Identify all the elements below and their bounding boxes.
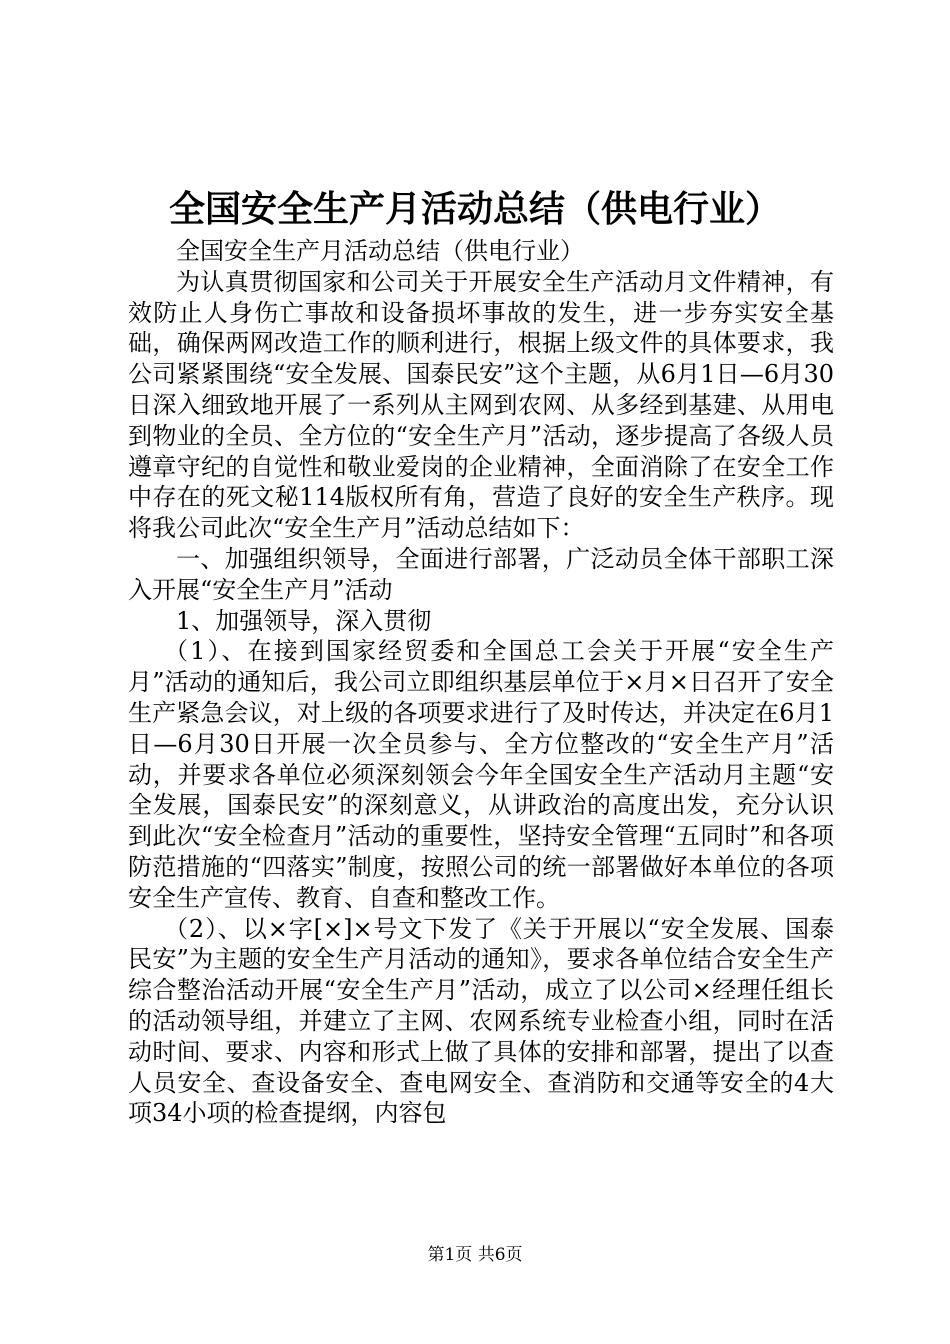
section-heading: 一、加强组织领导，全面进行部署，广泛动员全体干部职工深入开展“安全生产月”活动: [128, 544, 834, 604]
document-body: [128, 236, 834, 1129]
item-paragraph-2: （2）、以×字[×]×号文下发了《关于开展以“安全发展、国泰民安”为主题的安全生产月活动的通知》，要求各单位结合安全生产综合整治活动开展“安全生产月”活动，成立了以公司×经理任组长的活动领导组，并建立了主网、农网系统专业检查小组，同时在活动时间、要求、内容和形式上做了具体的安排和部署，提出了以查人员安全、查设备安全、查电网安全、查消防和交通等安全的4大项34小项的检查提纲，内容包: [128, 914, 834, 1128]
intro-paragraph: 为认真贯彻国家和公司关于开展安全生产活动月文件精神，有效防止人身伤亡事故和设备损坏事故的发生，进一步夯实安全基础，确保两网改造工作的顺利进行，根据上级文件的具体要求，我公司紧紧围绕“安全发展、国泰民安”这个主题，从6月1日—6月30日深入细致地开展了一系列从主网到农网、从多经到基建、从用电到物业的全员、全方位的“安全生产月”活动，逐步提高了各级人员遵章守纪的自觉性和敬业爱岗的企业精神，全面消除了在安全工作中存在的死文秘114版权所有角，营造了良好的安全生产秩序。现将我公司此次“安全生产月”活动总结如下：: [128, 267, 834, 543]
subsection-heading: 1、加强领导，深入贯彻: [176, 606, 432, 635]
page-footer: 第1页 共6页: [427, 1245, 523, 1265]
item-paragraph-1: （1）、在接到国家经贸委和全国总工会关于开展“安全生产月”活动的通知后，我公司立即组织基层单位于×月×日召开了安全生产紧急会议，对上级的各项要求进行了及时传达，并决定在6月1日—6月30日开展一次全员参与、全方位整改的“安全生产月”活动，并要求各单位必须深刻领会今年全国安全生产活动月主题“安全发展，国泰民安”的深刻意义，从讲政治的高度出发，充分认识到此次“安全检查月”活动的重要性，坚持安全管理“五同时”和各项防范措施的“四落实”制度，按照公司的统一部署做好本单位的各项安全生产宣传、教育、自查和整改工作。: [128, 637, 834, 912]
subtitle-paragraph: 全国安全生产月活动总结（供电行业）: [176, 237, 584, 265]
document-title: 全国安全生产月活动总结（供电行业）: [168, 189, 781, 230]
